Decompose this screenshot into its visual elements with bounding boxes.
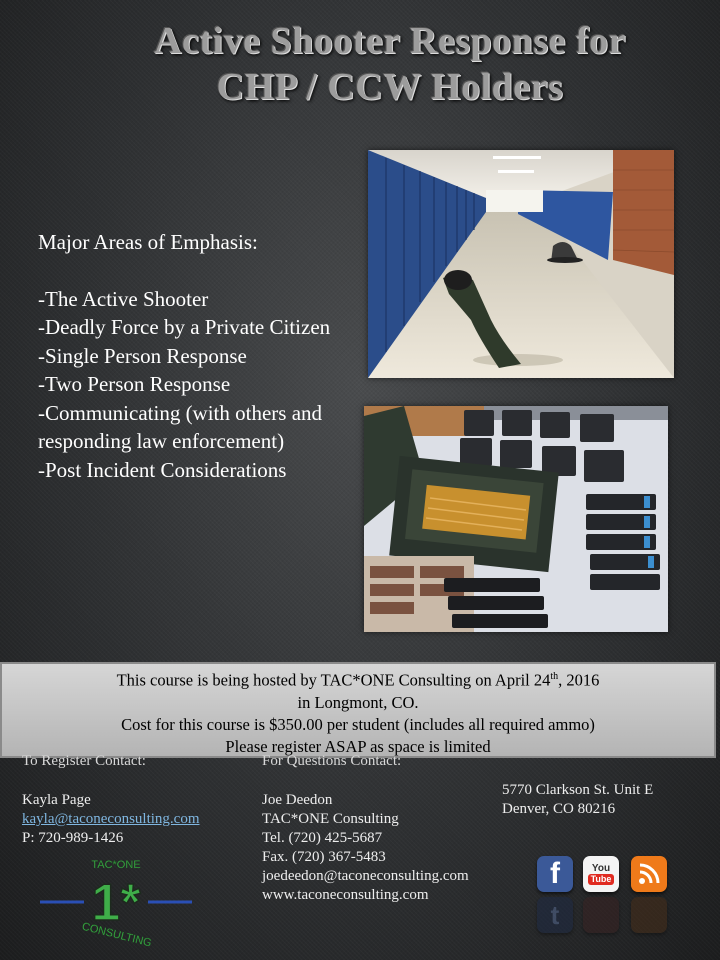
- facebook-glyph: f: [550, 857, 560, 890]
- tacone-logo: [36, 852, 196, 952]
- twitter-icon[interactable]: [537, 897, 573, 933]
- page-title: [90, 18, 690, 110]
- questions-fax: Fax. (720) 367-5483: [262, 849, 386, 865]
- address: [502, 781, 653, 819]
- emphasis-item: -Single Person Response: [38, 343, 247, 368]
- title-line-2: CHP / CCW Holders: [216, 66, 564, 108]
- questions-email: joedeedon@taconeconsulting.com: [262, 868, 469, 884]
- emphasis-item: -The Active Shooter: [38, 286, 209, 311]
- questions-name: Joe Deedon: [262, 792, 333, 808]
- questions-contact: [262, 791, 469, 905]
- emphasis-item: -Deadly Force by a Private Citizen: [38, 315, 331, 339]
- emphasis-item: -Communicating (with others and responding law enforcement): [38, 400, 323, 453]
- address-line-2: Denver, CO 80216: [502, 801, 616, 817]
- banner-year-text: , 2016: [558, 670, 600, 690]
- logo-top-text: TAC*ONE: [91, 859, 141, 871]
- questions-tel: Tel. (720) 425-5687: [262, 830, 383, 846]
- questions-company: TAC*ONE Consulting: [262, 811, 399, 827]
- ammo-photo: [364, 406, 668, 632]
- emphasis-item: -Two Person Response: [38, 372, 231, 396]
- register-phone: P: 720-989-1426: [22, 830, 124, 846]
- youtube-you-text: You: [591, 863, 611, 874]
- facebook-icon[interactable]: [537, 856, 573, 892]
- banner-line-4: Please register ASAP as space is limited: [225, 736, 491, 756]
- register-name: Kayla Page: [22, 792, 91, 808]
- rss-glyph: [637, 862, 661, 886]
- questions-website: www.taconeconsulting.com: [262, 887, 429, 903]
- youtube-reflection-icon: [583, 897, 619, 933]
- questions-heading: For Questions Contact:: [262, 754, 402, 769]
- hallway-photo: [368, 150, 674, 378]
- course-info-banner: [0, 662, 716, 758]
- emphasis-heading: Major Areas of Emphasis:: [38, 230, 258, 254]
- twitter-glyph: t: [550, 899, 560, 930]
- emphasis-list: [38, 228, 358, 484]
- youtube-tube-text: Tube: [588, 874, 615, 885]
- logo-bottom-text: CONSULTING: [80, 920, 153, 950]
- register-heading: To Register Contact:: [22, 754, 146, 769]
- banner-date-text: This course is being hosted by TAC*ONE Consulting on April 24: [116, 670, 551, 690]
- title-line-1: Active Shooter Response for: [154, 20, 626, 62]
- rss-icon[interactable]: [631, 856, 667, 892]
- banner-line-2: in Longmont, CO.: [297, 692, 419, 712]
- youtube-icon[interactable]: [583, 856, 619, 892]
- register-contact: [22, 791, 200, 848]
- address-line-1: 5770 Clarkson St. Unit E: [502, 782, 654, 798]
- banner-line-3: Cost for this course is $350.00 per student (includes all required ammo): [121, 714, 595, 734]
- logo-mark: 1*: [91, 874, 141, 932]
- banner-line-1: [2, 666, 714, 692]
- emphasis-item: -Post Incident Considerations: [38, 457, 287, 482]
- banner-date-suffix: th: [550, 671, 559, 682]
- rss-reflection-icon: [631, 897, 667, 933]
- register-email-link[interactable]: kayla@taconeconsulting.com: [22, 811, 200, 827]
